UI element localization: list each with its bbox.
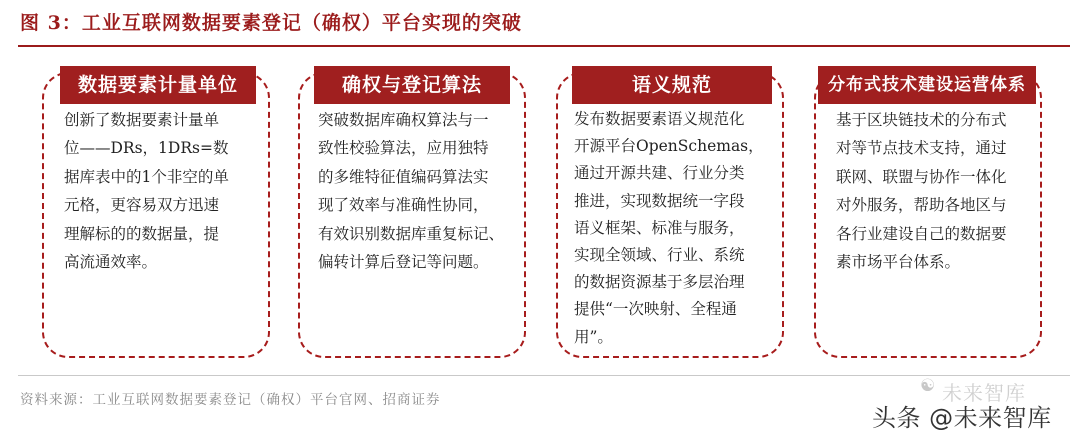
card-heading-measurement-unit: 数据要素计量单位 (60, 66, 256, 104)
card-line: 现了效率与准确性协同， (318, 196, 489, 215)
card-line: 各行业建设自己的数据要 (836, 224, 1007, 243)
card-line: 实现全领域、行业、系统 (574, 246, 745, 265)
card-line: 用”。 (574, 327, 613, 346)
card-line: 语义框架、标准与服务， (574, 218, 745, 237)
card-line: 偏转计算后登记等问题。 (318, 253, 489, 272)
card-line: 发布数据要素语义规范化 (574, 110, 745, 128)
card-line: 高流通效率。 (64, 253, 158, 272)
card-line: 联网、联盟与协作一体化 (836, 167, 1007, 186)
card-line: 对外服务，帮助各地区与 (836, 196, 1007, 215)
card-line: 元格，更容易双方迅速 (64, 196, 220, 215)
card-line: 有效识别数据库重复标记、 (318, 224, 505, 243)
card-body-semantic-spec (574, 106, 776, 351)
card-line: 的多维特征值编码算法实 (318, 167, 489, 186)
wechat-icon: ☯ (920, 376, 936, 396)
card-line: 理解标的的数据量，提 (64, 224, 220, 243)
card-line: 创新了数据要素计量单 (64, 111, 220, 129)
card-line: 推进，实现数据统一字段 (574, 191, 745, 210)
card-line: 对等节点技术支持，通过 (836, 139, 1007, 158)
card-line: 的数据资源基于多层治理 (574, 273, 745, 292)
card-heading-distributed-system: 分布式技术建设运营体系 (818, 66, 1036, 104)
figure-title: 图 3：工业互联网数据要素登记（确权）平台实现的突破 (20, 12, 522, 34)
card-body-measurement-unit (64, 106, 260, 276)
card-line: 致性校验算法，应用独特 (318, 139, 489, 158)
card-body-rights-algorithm (318, 106, 518, 276)
source-note: 资料来源：工业互联网数据要素登记（确权）平台官网、招商证券 (20, 392, 441, 408)
card-line: 通过开源共建、行业分类 (574, 164, 745, 183)
watermark-author: 头条 @未来智库 (872, 404, 1052, 432)
card-line: 突破数据库确权算法与一 (318, 111, 489, 129)
card-line: 据库表中的1个非空的单 (64, 167, 229, 186)
title-divider (18, 45, 1070, 47)
card-heading-semantic-spec: 语义规范 (572, 66, 772, 104)
card-body-distributed-system (836, 106, 1036, 276)
card-line: 素市场平台体系。 (836, 253, 961, 272)
card-line: 提供“一次映射、全程通 (574, 300, 737, 319)
card-line: 基于区块链技术的分布式 (836, 111, 1007, 129)
source-divider (18, 375, 1070, 376)
card-heading-rights-algorithm: 确权与登记算法 (314, 66, 510, 104)
card-line: 开源平台OpenSchemas， (574, 137, 764, 156)
card-line: 位——DRs，1DRs=数 (64, 139, 229, 158)
watermark-logo-text: 未来智库 (942, 381, 1026, 405)
